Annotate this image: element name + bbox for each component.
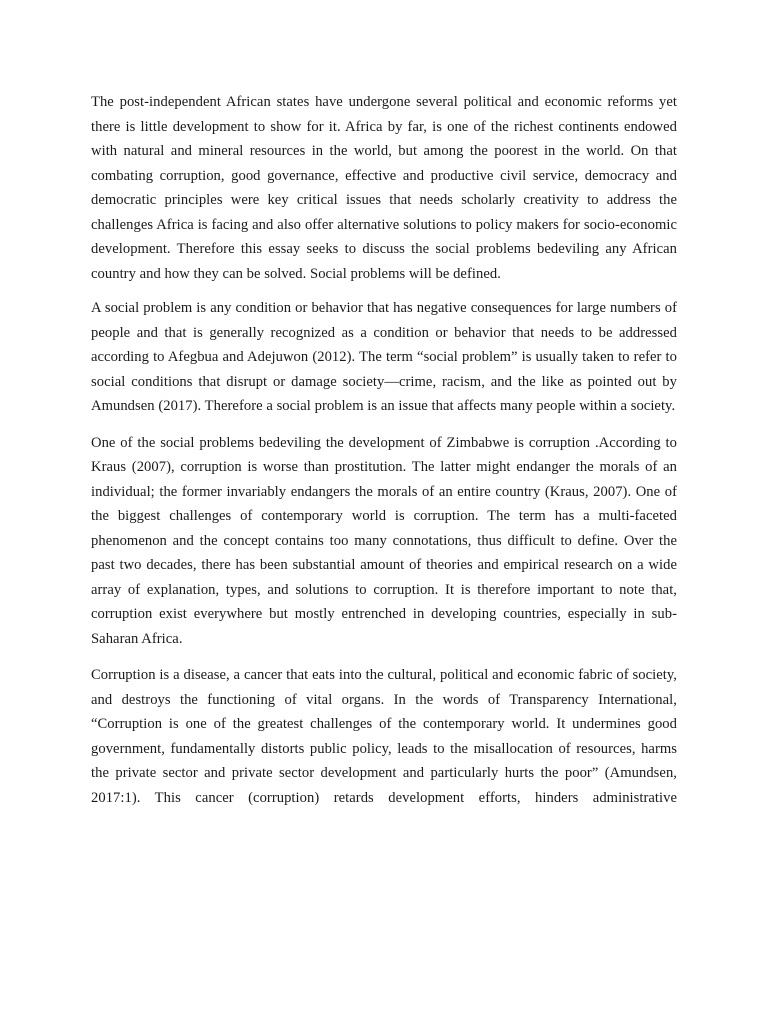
paragraph-introduction: The post-independent African states have undergone several political and economic reforms yet there is little development to show for it. Africa by far, is one of the richest continents endowed with natural and mineral resources in the world, but among the poorest in the world. On that combating corruption, good governance, effective and productive civil service, democracy and democratic principles were key critical issues that needs scholarly creativity to address the challenges Africa is facing and also offer alternative solutions to policy makers for socio-economic development. Therefore this essay seeks to discuss the social problems bedeviling any African country and how they can be solved. Social problems will be defined.: [91, 94, 677, 282]
paragraph-corruption-zimbabwe: One of the social problems bedeviling the development of Zimbabwe is corruption .According to Kraus (2007), corruption is worse than prostitution. The latter might endanger the morals of an individual; the former invariably endangers the morals of an entire country (Kraus, 2007). One of the biggest challenges of contemporary world is corruption. The term has a multi-faceted phenomenon and the concept contains too many connotations, thus difficult to define. Over the past two decades, there has been substantial amount of theories and empirical research on a wide array of explanation, types, and solutions to corruption. It is therefore important to note that, corruption exist everywhere but mostly entrenched in developing countries, especially in sub-Saharan Africa.: [91, 434, 677, 647]
paragraph-corruption-disease: Corruption is a disease, a cancer that eats into the cultural, political and economic fabric of society, and destroys the functioning of vital organs. In the words of Transparency International, “Corruption is one of the greatest challenges of the contemporary world. It undermines good government, fundamentally distorts public policy, leads to the misallocation of resources, harms the private sector and private sector development and particularly hurts the poor” (Amundsen, 2017:1). This cancer (corruption) retards development efforts, hinders administrative: [91, 667, 677, 806]
document-body: [91, 90, 677, 820]
paragraph-social-problem-definition: A social problem is any condition or behavior that has negative consequences for large numbers of people and that is generally recognized as a condition or behavior that needs to be addressed according to Afegbua and Adejuwon (2012). The term “social problem” is usually taken to refer to social conditions that disrupt or damage society—crime, racism, and the like as pointed out by Amundsen (2017). Therefore a social problem is an issue that affects many people within a society.: [91, 300, 677, 414]
